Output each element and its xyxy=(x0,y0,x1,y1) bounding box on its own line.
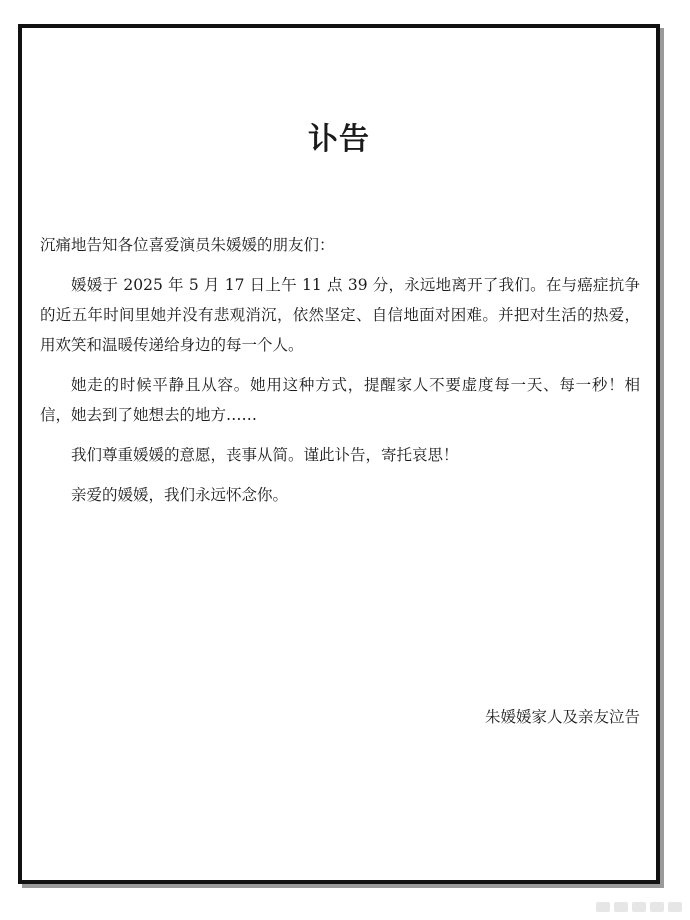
salutation: 沉痛地告知各位喜爱演员朱媛媛的朋友们： xyxy=(40,236,335,254)
watermark-graphic xyxy=(596,902,682,912)
page-title: 讣告 xyxy=(308,122,370,157)
notice-body xyxy=(40,230,640,520)
paragraph-2: 她走的时候平静且从容。她用这种方式，提醒家人不要虚度每一天、每一秒！相信，她去到了她想去的地方…… xyxy=(40,376,640,424)
paragraph-4: 亲爱的媛媛，我们永远怀念你。 xyxy=(71,486,289,504)
paragraph-3: 我们尊重媛媛的意愿，丧事从简。谨此讣告，寄托哀思！ xyxy=(71,446,459,464)
notice-frame xyxy=(18,24,660,884)
paragraph-1: 媛媛于 2025 年 5 月 17 日上午 11 点 39 分，永远地离开了我们。在与癌症抗争的近五年时间里她并没有悲观消沉，依然坚定、自信地面对困难。并把对生活的热爱，用欢笑和温暖传递给身边的每一个人。 xyxy=(40,276,640,354)
signature: 朱媛媛家人及亲友泣告 xyxy=(484,708,640,726)
